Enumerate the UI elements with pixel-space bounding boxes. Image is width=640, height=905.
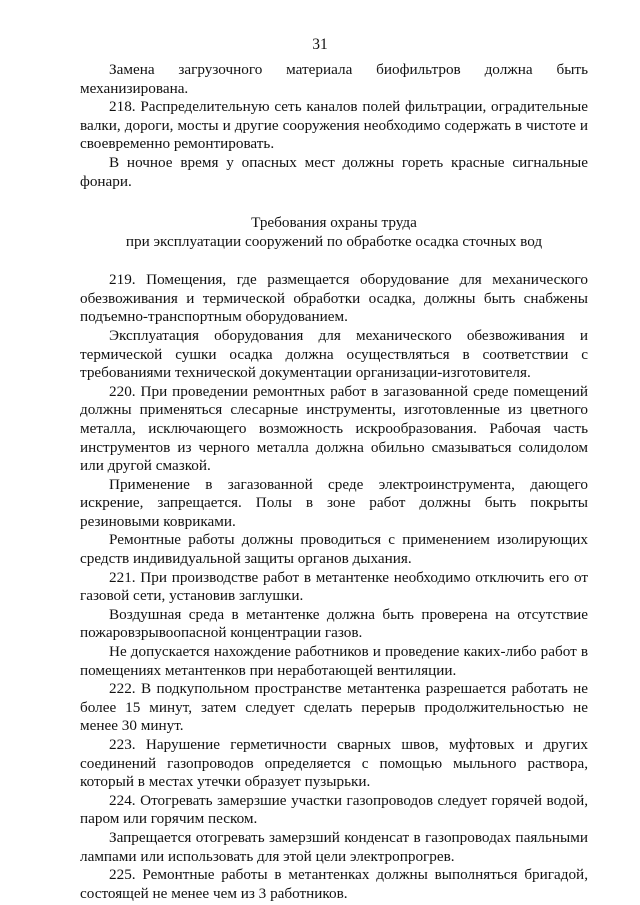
paragraph: 224. Отогревать замерзшие участки газопроводов следует горячей водой, паром или горячим песком. <box>80 791 588 828</box>
paragraph: 221. При производстве работ в метантенке необходимо отключить его от газовой сети, установив заглушки. <box>80 568 588 605</box>
page-number: 31 <box>312 36 328 53</box>
paragraph: 223. Нарушение герметичности сварных швов, муфтовых и других соединений газопроводов определяется с помощью мыльного раствора, который в местах утечки образует пузырьки. <box>80 736 588 791</box>
paragraph: 220. При проведении ремонтных работ в загазованной среде помещений должны применяться слесарные инструменты, изготовленные из цветного металла, исключающего возможность искрообразования. Рабочая часть инструментов из черного металла должна обильно смазываться солидолом или другой смазкой. <box>80 382 588 475</box>
document-body <box>80 61 588 903</box>
paragraph: Замена загрузочного материала биофильтров должна быть механизирована. <box>80 61 588 97</box>
section-heading-line-1: Требования охраны труда <box>251 214 417 232</box>
paragraph: Не допускается нахождение работников и проведение каких-либо работ в помещениях метантенков при неработающей вентиляции. <box>80 643 588 679</box>
paragraph: 219. Помещения, где размещается оборудование для механического обезвоживания и термической обработки осадка, должны быть снабжены подъемно-транспортным оборудованием. <box>80 271 588 326</box>
paragraph: В ночное время у опасных мест должны гореть красные сигнальные фонари. <box>80 153 588 190</box>
paragraph: Применение в загазованной среде электроинструмента, дающего искрение, запрещается. Полы в зоне работ должны быть покрыты резиновыми ковриками. <box>80 475 588 530</box>
paragraph: Эксплуатация оборудования для механического обезвоживания и термической сушки осадка должна осуществляться в соответствии с требованиями технической документации организации-изготовителя. <box>80 326 588 382</box>
section-heading-line-2: при эксплуатации сооружений по обработке осадка сточных вод <box>125 233 543 251</box>
paragraph: 218. Распределительную сеть каналов полей фильтрации, оградительные валки, дороги, мосты и другие сооружения необходимо содержать в чистоте и своевременно ремонтировать. <box>80 98 588 153</box>
paragraph: Ремонтные работы должны проводиться с применением изолирующих средств индивидуальной защиты органов дыхания. <box>80 531 588 568</box>
paragraph: Воздушная среда в метантенке должна быть проверена на отсутствие пожаровзрывоопасной концентрации газов. <box>80 605 588 642</box>
section-heading <box>80 213 588 251</box>
paragraph: Запрещается отогревать замерзший конденсат в газопроводах паяльными лампами или использовать для этой цели электропрогрев. <box>80 828 588 865</box>
paragraph: 222. В подкупольном пространстве метантенка разрешается работать не более 15 минут, затем следует сделать перерыв продолжительностью не менее 30 минут. <box>80 680 588 735</box>
paragraph: 225. Ремонтные работы в метантенках должны выполняться бригадой, состоящей не менее чем из 3 работников. <box>80 866 588 902</box>
